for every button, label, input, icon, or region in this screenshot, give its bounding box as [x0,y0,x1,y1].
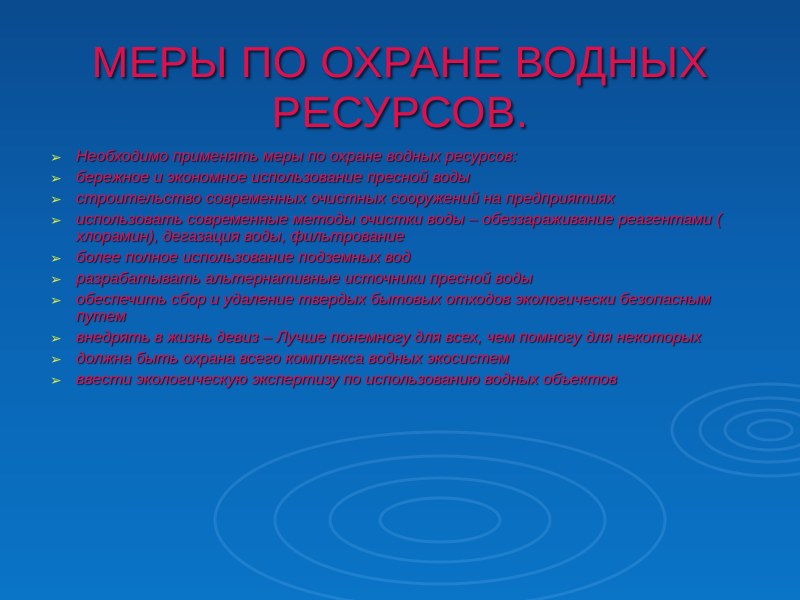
list-item-text: должна быть охрана всего комплекса водных экосистем [76,350,509,367]
list-item-text: использовать современные методы очистки воды – обеззараживание реагентами ( хлорамин), дегазация воды, фильтрование [76,211,722,245]
arrow-bullet-icon: ➢ [50,149,62,165]
arrow-bullet-icon: ➢ [50,292,62,308]
arrow-bullet-icon: ➢ [50,372,62,388]
list-item-text: разрабатывать альтернативные источники пресной воды [76,270,533,287]
arrow-bullet-icon: ➢ [50,271,62,287]
list-item-text: Необходимо применять меры по охране водных ресурсов: [76,148,518,165]
bullet-list [50,148,740,392]
list-item [50,371,740,388]
arrow-bullet-icon: ➢ [50,250,62,266]
arrow-bullet-icon: ➢ [50,212,62,228]
slide-title: МЕРЫ ПО ОХРАНЕ ВОДНЫХ РЕСУРСОВ. [91,38,709,137]
list-item [50,249,740,266]
list-item [50,148,740,165]
list-item [50,291,740,325]
list-item [50,211,740,245]
list-item [50,329,740,346]
list-item [50,190,740,207]
list-item-text: более полное использование подземных вод [76,249,411,266]
list-item [50,350,740,367]
arrow-bullet-icon: ➢ [50,330,62,346]
arrow-bullet-icon: ➢ [50,191,62,207]
list-item-text: обеспечить сбор и удаление твердых бытовых отходов экологически безопасным путем [76,291,711,325]
arrow-bullet-icon: ➢ [50,170,62,186]
list-item-text: строительство современных очистных сооружений на предприятиях [76,190,615,207]
list-item [50,270,740,287]
list-item-text: внедрять в жизнь девиз – Лучше понемногу для всех, чем помногу для некоторых [76,329,702,346]
list-item-text: бережное и экономное использование пресной воды [76,169,470,186]
list-item-text: ввести экологическую экспертизу по использованию водных объектов [76,371,618,388]
list-item [50,169,740,186]
arrow-bullet-icon: ➢ [50,351,62,367]
